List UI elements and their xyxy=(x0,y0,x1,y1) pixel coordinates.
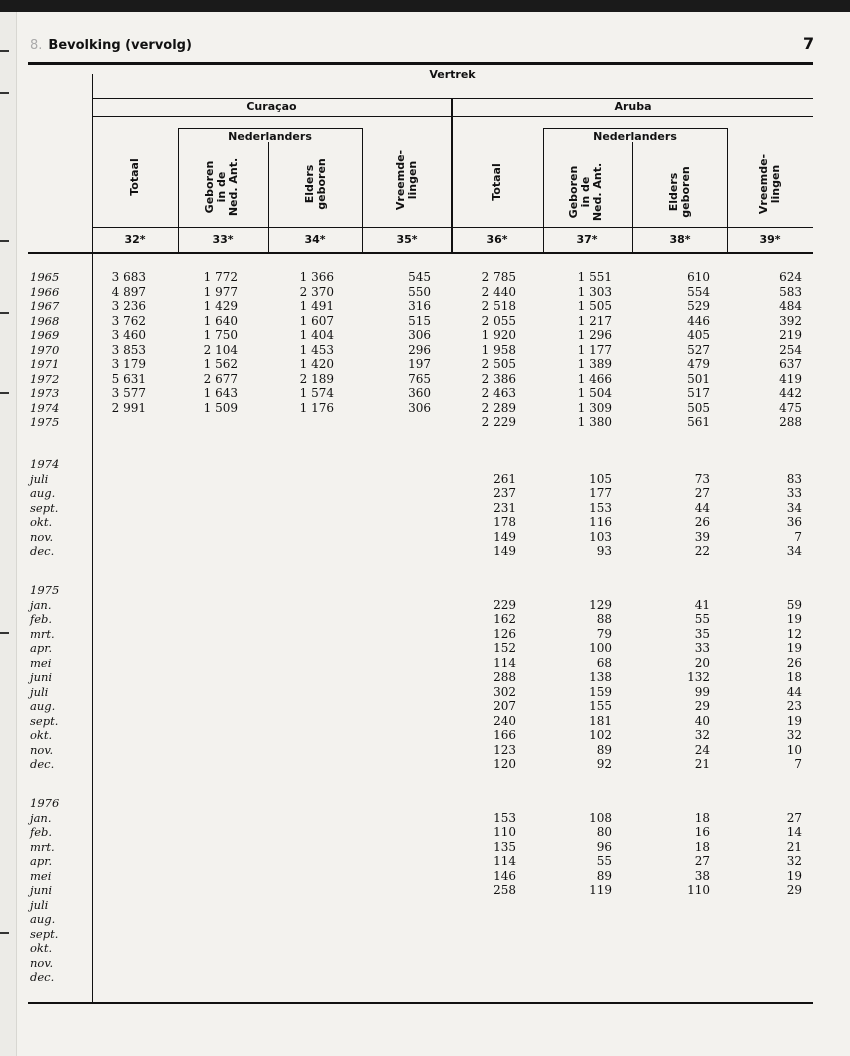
table-cell: 3 853 xyxy=(111,342,146,357)
col-number: 38* xyxy=(669,233,691,246)
table-cell: 29 xyxy=(786,883,802,897)
table-cell: 79 xyxy=(596,626,612,641)
table-cell: 26 xyxy=(694,515,710,529)
row-label: aug. xyxy=(30,699,56,713)
table-cell: 1 977 xyxy=(203,284,238,299)
table-cell: 765 xyxy=(408,371,431,386)
block-year-label: 1975 xyxy=(30,583,60,597)
table-cell: 475 xyxy=(779,400,802,415)
table-cell: 561 xyxy=(687,415,710,429)
table-cell: 2 055 xyxy=(481,313,516,328)
table-cell: 18 xyxy=(694,810,710,825)
row-label: 1975 xyxy=(30,415,60,429)
heading-nederlanders-curacao: Nederlanders xyxy=(228,130,312,143)
rule-nl-aru xyxy=(543,128,728,129)
table-cell: 1 296 xyxy=(577,328,612,342)
table-cell: 153 xyxy=(493,810,516,825)
table-cell: 1 607 xyxy=(299,313,334,328)
rule-numbers-bottom xyxy=(28,252,813,254)
table-cell: 19 xyxy=(786,868,802,883)
row-label: aug. xyxy=(30,912,56,926)
table-cell: 114 xyxy=(493,655,516,670)
row-label: nov. xyxy=(30,529,54,544)
table-cell: 405 xyxy=(687,328,710,342)
table-cell: 178 xyxy=(493,515,516,529)
table-cell: 34 xyxy=(786,500,802,515)
row-label: juli xyxy=(30,471,49,486)
table-cell: 120 xyxy=(493,757,516,771)
table-cell: 360 xyxy=(408,386,431,400)
table-cell: 153 xyxy=(589,500,612,515)
table-cell: 5 631 xyxy=(111,371,146,386)
table-cell: 1 551 xyxy=(577,270,612,284)
table-cell: 7 xyxy=(794,757,802,771)
table-cell: 123 xyxy=(493,742,516,757)
table-cell: 18 xyxy=(786,670,802,684)
margin-mark xyxy=(0,632,9,634)
rule-nl-cur xyxy=(178,128,363,129)
table-cell: 27 xyxy=(694,854,710,868)
row-label: jan. xyxy=(30,810,52,825)
table-cell: 2 386 xyxy=(481,371,516,386)
row-label: aug. xyxy=(30,486,56,500)
row-label: 1971 xyxy=(30,357,60,371)
table-cell: 1 303 xyxy=(577,284,612,299)
vrule-mid xyxy=(451,98,453,253)
table-cell: 89 xyxy=(596,868,612,883)
table-cell: 55 xyxy=(596,854,612,868)
table-cell: 446 xyxy=(687,313,710,328)
row-label: juni xyxy=(30,670,53,684)
table-cell: 419 xyxy=(779,371,802,386)
margin-mark xyxy=(0,392,9,394)
table-cell: 515 xyxy=(408,313,431,328)
margin-mark xyxy=(0,932,9,934)
row-label: 1974 xyxy=(30,400,60,415)
table-cell: 517 xyxy=(687,386,710,400)
table-cell: 527 xyxy=(687,342,710,357)
table-cell: 288 xyxy=(493,670,516,684)
table-cell: 68 xyxy=(596,655,612,670)
table-cell: 207 xyxy=(493,699,516,713)
table-cell: 1 176 xyxy=(299,400,334,415)
col-number: 33* xyxy=(212,233,234,246)
row-label: jan. xyxy=(30,597,52,612)
col-number: 35* xyxy=(396,233,418,246)
row-label: 1966 xyxy=(30,284,60,299)
table-cell: 110 xyxy=(493,825,516,839)
table-cell: 545 xyxy=(408,270,431,284)
row-label: juli xyxy=(30,684,49,699)
table-cell: 116 xyxy=(589,515,612,529)
table-cell: 392 xyxy=(779,313,802,328)
table-cell: 1 562 xyxy=(203,357,238,371)
vrule-c6 xyxy=(632,142,633,253)
table-cell: 33 xyxy=(786,486,802,500)
table-cell: 554 xyxy=(687,284,710,299)
table-cell: 16 xyxy=(694,825,710,839)
table-cell: 10 xyxy=(786,742,802,757)
row-label: feb. xyxy=(30,612,53,626)
table-cell: 2 463 xyxy=(481,386,516,400)
table-cell: 27 xyxy=(786,810,802,825)
table-cell: 1 453 xyxy=(299,342,334,357)
row-label: juni xyxy=(30,883,53,897)
table-cell: 1 640 xyxy=(203,313,238,328)
table-cell: 159 xyxy=(589,684,612,699)
margin-mark xyxy=(0,312,9,314)
table-cell: 18 xyxy=(694,839,710,854)
col-number: 39* xyxy=(759,233,781,246)
table-cell: 637 xyxy=(779,357,802,371)
table-cell: 93 xyxy=(596,544,612,558)
vrule-c2 xyxy=(268,142,269,253)
table-cell: 2 505 xyxy=(481,357,516,371)
table-cell: 306 xyxy=(408,328,431,342)
table-cell: 110 xyxy=(687,883,710,897)
vrule-c5 xyxy=(543,128,544,253)
table-cell: 105 xyxy=(589,471,612,486)
margin-mark xyxy=(0,50,9,52)
table-cell: 89 xyxy=(596,742,612,757)
table-cell: 35 xyxy=(694,626,710,641)
rule-bottom xyxy=(28,1002,813,1004)
table-cell: 583 xyxy=(779,284,802,299)
table-cell: 1 429 xyxy=(203,299,238,313)
table-cell: 1 177 xyxy=(577,342,612,357)
block-year-label: 1976 xyxy=(30,796,60,810)
heading-curacao: Curaçao xyxy=(246,100,297,113)
table-cell: 254 xyxy=(779,342,802,357)
table-cell: 146 xyxy=(493,868,516,883)
row-label: okt. xyxy=(30,941,53,955)
table-cell: 2 229 xyxy=(481,415,516,429)
table-cell: 1 750 xyxy=(203,328,238,342)
table-cell: 1 920 xyxy=(481,328,516,342)
row-label: 1967 xyxy=(30,299,60,313)
row-label: apr. xyxy=(30,854,53,868)
table-cell: 1 217 xyxy=(577,313,612,328)
table-cell: 479 xyxy=(687,357,710,371)
vrule-c1 xyxy=(178,128,179,253)
table-cell: 219 xyxy=(779,328,802,342)
table-cell: 99 xyxy=(694,684,710,699)
table-cell: 4 897 xyxy=(111,284,146,299)
table-cell: 484 xyxy=(779,299,802,313)
table-cell: 3 683 xyxy=(111,270,146,284)
row-label: nov. xyxy=(30,742,54,757)
table-cell: 258 xyxy=(493,883,516,897)
vrule-label xyxy=(92,74,93,1002)
row-label: nov. xyxy=(30,955,54,970)
table-cell: 55 xyxy=(694,612,710,626)
row-label: 1972 xyxy=(30,371,60,386)
table-cell: 2 370 xyxy=(299,284,334,299)
row-label: 1969 xyxy=(30,328,60,342)
table-cell: 29 xyxy=(694,699,710,713)
table-cell: 1 574 xyxy=(299,386,334,400)
table-cell: 19 xyxy=(786,612,802,626)
table-cell: 152 xyxy=(493,641,516,655)
table-cell: 237 xyxy=(493,486,516,500)
table-cell: 1 958 xyxy=(481,342,516,357)
row-label: 1970 xyxy=(30,342,60,357)
table-cell: 102 xyxy=(589,728,612,742)
table-cell: 21 xyxy=(786,839,802,854)
table-cell: 162 xyxy=(493,612,516,626)
heading-aruba: Aruba xyxy=(614,100,652,113)
table-cell: 38 xyxy=(694,868,710,883)
row-label: sept. xyxy=(30,500,59,515)
table-cell: 32 xyxy=(694,728,710,742)
row-label: okt. xyxy=(30,728,53,742)
table-cell: 20 xyxy=(694,655,710,670)
row-label: feb. xyxy=(30,825,53,839)
table-cell: 2 104 xyxy=(203,342,238,357)
table-cell: 1 505 xyxy=(577,299,612,313)
row-label: sept. xyxy=(30,713,59,728)
row-label: mrt. xyxy=(30,839,55,854)
table-cell: 166 xyxy=(493,728,516,742)
table-cell: 529 xyxy=(687,299,710,313)
heading-nederlanders-aruba: Nederlanders xyxy=(593,130,677,143)
table-cell: 1 309 xyxy=(577,400,612,415)
col-number: 34* xyxy=(304,233,326,246)
table-cell: 149 xyxy=(493,544,516,558)
table-cell: 2 440 xyxy=(481,284,516,299)
table-cell: 501 xyxy=(687,371,710,386)
table-cell: 92 xyxy=(596,757,612,771)
table-cell: 33 xyxy=(694,641,710,655)
table-cell: 231 xyxy=(493,500,516,515)
table-cell: 21 xyxy=(694,757,710,771)
row-label: 1973 xyxy=(30,386,60,400)
table-cell: 41 xyxy=(694,597,710,612)
table-cell: 23 xyxy=(786,699,802,713)
table-cell: 2 518 xyxy=(481,299,516,313)
table-cell: 44 xyxy=(694,500,710,515)
table-cell: 83 xyxy=(786,471,802,486)
row-label: apr. xyxy=(30,641,53,655)
block-year-label: 1974 xyxy=(30,457,60,471)
table-cell: 550 xyxy=(408,284,431,299)
table-cell: 7 xyxy=(794,529,802,544)
table-cell: 155 xyxy=(589,699,612,713)
row-label: 1968 xyxy=(30,313,60,328)
table-cell: 2 991 xyxy=(111,400,146,415)
table-cell: 129 xyxy=(589,597,612,612)
page-header xyxy=(30,38,192,53)
page-number: 7 xyxy=(803,34,815,53)
table-cell: 197 xyxy=(408,357,431,371)
table-cell: 624 xyxy=(779,270,802,284)
table-cell: 26 xyxy=(786,655,802,670)
row-label: okt. xyxy=(30,515,53,529)
table-cell: 27 xyxy=(694,486,710,500)
table-cell: 73 xyxy=(694,471,710,486)
row-label: juli xyxy=(30,897,49,912)
binding-margin xyxy=(0,12,17,1056)
table-cell: 44 xyxy=(786,684,802,699)
table-cell: 1 491 xyxy=(299,299,334,313)
table-cell: 2 677 xyxy=(203,371,238,386)
heading-vertrek: Vertrek xyxy=(429,68,476,81)
row-label: dec. xyxy=(30,544,55,558)
row-label: dec. xyxy=(30,970,55,984)
table-cell: 135 xyxy=(493,839,516,854)
table-cell: 1 420 xyxy=(299,357,334,371)
page-title: Bevolking (vervolg) xyxy=(48,38,192,53)
table-cell: 132 xyxy=(687,670,710,684)
row-label: sept. xyxy=(30,926,59,941)
col-number: 37* xyxy=(576,233,598,246)
table-cell: 103 xyxy=(589,529,612,544)
table-cell: 108 xyxy=(589,810,612,825)
table-cell: 1 380 xyxy=(577,415,612,429)
row-label: mei xyxy=(30,868,52,883)
rule-top xyxy=(28,62,813,65)
table-cell: 22 xyxy=(694,544,710,558)
table-cell: 442 xyxy=(779,386,802,400)
table-cell: 19 xyxy=(786,641,802,655)
section-number: 8. xyxy=(30,38,43,53)
table-cell: 1 509 xyxy=(203,400,238,415)
table-cell: 316 xyxy=(408,299,431,313)
margin-mark xyxy=(0,92,9,94)
row-label: 1965 xyxy=(30,270,60,284)
table-cell: 3 762 xyxy=(111,313,146,328)
col-number: 32* xyxy=(124,233,146,246)
table-cell: 181 xyxy=(589,713,612,728)
vrule-c7 xyxy=(727,128,728,253)
table-cell: 2 289 xyxy=(481,400,516,415)
table-cell: 306 xyxy=(408,400,431,415)
table-cell: 19 xyxy=(786,713,802,728)
table-cell: 610 xyxy=(687,270,710,284)
table-cell: 24 xyxy=(694,742,710,757)
document-page: 8. Bevolking (vervolg) 7 Vertrek Curaçao Aruba Nederlanders Nederlanders Totaal Geboren in de Ned. Ant. Elders geboren Vreemde- lingen Totaal Geboren in de Ned. Ant. Elders geboren Vreemde- lingen 32* 33* 34* 35* 36* 37* 38* 39* 1965 3 683 1 772 1 366 545 2 785 1 551 610 624 1966 4 897 1 977 2 370 550 2 440 1 303 554 583 1967 3 236 1 429 1 491 316 2 518 1 505 529 484 1968 3 762 1 640 1 607 515 2 055 1 217 446 392 1969 3 460 1 750 1 404 306 1 920 1 296 405 219 1970 3 853 2 104 1 453 296 1 958 1 177 527 254 1971 3 179 1 562 1 420 197 2 505 1 389 479 637 1972 5 631 2 677 2 189 765 2 386 1 466 501 419 1973 3 577 1 643 1 574 360 2 463 1 504 517 442 1974 2 991 1 509 1 176 306 2 289 1 309 505 475 1975 2 229 1 380 561 288 1974 juli 261 105 73 83 aug. 237 177 27 33 sept. 231 153 44 34 okt. 178 116 26 36 nov. 149 103 39 7 dec. 149 93 22 34 1975 jan. 229 129 41 59 feb. 162 88 55 19 mrt. 126 79 35 12 apr. 152 100 33 19 mei 114 68 20 26 juni 288 138 132 18 juli 302 159 99 44 aug. 207 155 29 23 sept. 240 181 40 19 okt. 166 102 32 32 nov. 123 89 24 10 dec. 120 92 21 7 1976 jan. 153 108 18 27 feb. 110 80 16 14 mrt. 135 96 18 21 apr. 114 55 27 32 mei 146 89 38 19 juni 258 119 110 29 juli aug. sept. okt. nov. dec. xyxy=(0,12,850,1056)
table-cell: 32 xyxy=(786,728,802,742)
table-cell: 14 xyxy=(786,825,802,839)
table-cell: 1 366 xyxy=(299,270,334,284)
table-cell: 36 xyxy=(786,515,802,529)
row-label: mei xyxy=(30,655,52,670)
table-cell: 3 460 xyxy=(111,328,146,342)
table-cell: 100 xyxy=(589,641,612,655)
table-cell: 114 xyxy=(493,854,516,868)
table-cell: 119 xyxy=(589,883,612,897)
row-label: mrt. xyxy=(30,626,55,641)
table-cell: 138 xyxy=(589,670,612,684)
table-cell: 149 xyxy=(493,529,516,544)
table-cell: 40 xyxy=(694,713,710,728)
table-cell: 1 404 xyxy=(299,328,334,342)
margin-mark xyxy=(0,240,9,242)
table-cell: 1 772 xyxy=(203,270,238,284)
table-cell: 3 577 xyxy=(111,386,146,400)
table-cell: 34 xyxy=(786,544,802,558)
table-cell: 12 xyxy=(786,626,802,641)
table-cell: 505 xyxy=(687,400,710,415)
table-cell: 3 236 xyxy=(111,299,146,313)
table-cell: 126 xyxy=(493,626,516,641)
table-cell: 32 xyxy=(786,854,802,868)
table-cell: 96 xyxy=(596,839,612,854)
table-cell: 229 xyxy=(493,597,516,612)
vrule-c3 xyxy=(362,128,363,253)
table-cell: 3 179 xyxy=(111,357,146,371)
table-cell: 288 xyxy=(779,415,802,429)
table-cell: 177 xyxy=(589,486,612,500)
table-cell: 240 xyxy=(493,713,516,728)
table-cell: 296 xyxy=(408,342,431,357)
table-cell: 2 785 xyxy=(481,270,516,284)
table-cell: 88 xyxy=(596,612,612,626)
table-cell: 59 xyxy=(786,597,802,612)
table-cell: 302 xyxy=(493,684,516,699)
table-cell: 1 643 xyxy=(203,386,238,400)
table-cell: 1 466 xyxy=(577,371,612,386)
table-cell: 1 504 xyxy=(577,386,612,400)
col-number: 36* xyxy=(486,233,508,246)
table-cell: 2 189 xyxy=(299,371,334,386)
row-label: dec. xyxy=(30,757,55,771)
table-cell: 80 xyxy=(596,825,612,839)
table-cell: 39 xyxy=(694,529,710,544)
table-cell: 261 xyxy=(493,471,516,486)
table-cell: 1 389 xyxy=(577,357,612,371)
